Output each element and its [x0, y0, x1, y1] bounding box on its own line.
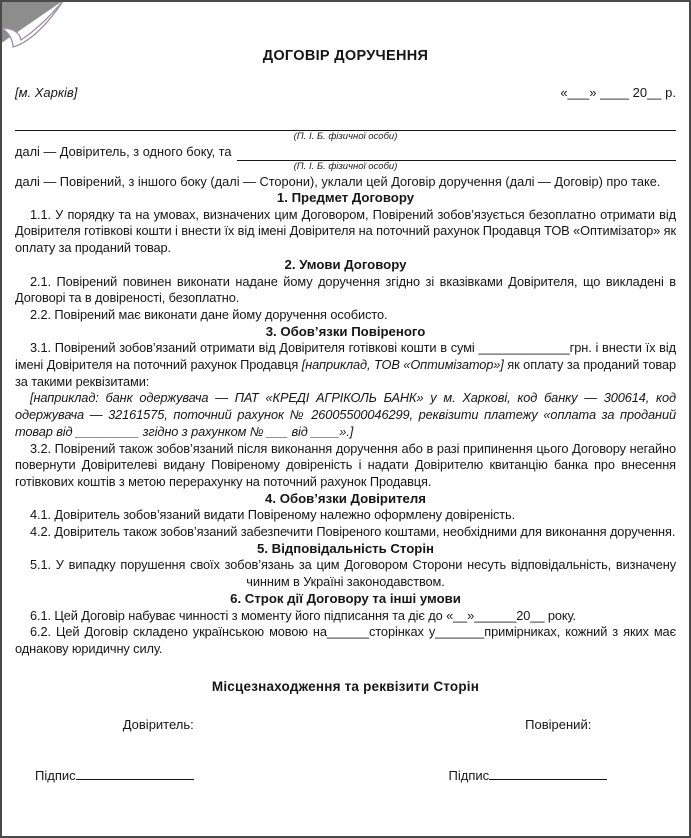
section-heading-5: 5. Відповідальність Сторін: [257, 540, 434, 556]
signature-line-right: [489, 767, 607, 780]
signature-label-left: Підпис: [35, 767, 76, 783]
section-heading-4: 4. Обов’язки Довірителя: [265, 490, 426, 506]
clause-3-1-example: [наприклад, ТОВ «Оптимізатор»]: [301, 357, 504, 373]
clause-1-1: 1.1. У порядку та на умовах, визначених цим Договором, Повірений зобов’язується безоплатно отримати від Довірителя готівкові кошти і внести їх від імені Довірителя на поточний рахунок Продавця ТОВ «Оптимізатор» як оплату за проданий товар.: [15, 206, 676, 256]
clause-4-1: 4.1. Довіритель зобов’язаний видати Повіреному належно оформлену довіреність.: [30, 507, 516, 523]
clause-6-1: 6.1. Цей Договір набуває чинності з моменту його підписання та діє до «__»______20__ року.: [30, 607, 576, 623]
clause-6-2: 6.2. Цей Договір складено українською мовою на______сторінках у_______примірниках, кожний з яких має однакову юридичну силу.: [15, 624, 676, 656]
povirenyi-name-blank: [237, 146, 676, 161]
party-closing-line: далі — Повірений, з іншого боку (далі — Сторони), уклали цей Договір доручення (далі — Договір) про таке.: [15, 173, 661, 189]
clause-4-2: 4.2. Довіритель також зобов’язаний забезпечити Повіреного коштами, необхідними для виконання доручення.: [30, 524, 676, 540]
place-label: [м. Харків]: [15, 85, 78, 100]
bank-details-example: [наприклад: банк одержувача — ПАТ «КРЕДІ АГРІКОЛЬ БАНК» у м. Харкові, код банку — 300614, код одержувача — 32161575, поточний рахунок № 26005500046299, реквізити платежу «оплата за проданий товар від _________ згідно з рахунком № ___ від ____».]: [15, 390, 676, 439]
party-line-2-text: далі — Довіритель, з одного боку, та: [15, 144, 232, 159]
requisites-heading: Місцезнаходження та реквізити Сторін: [211, 678, 480, 694]
signature-line-left: [76, 767, 194, 780]
clause-3-2: 3.2. Повірений також зобов’язаний після виконання доручення або в разі припинення цього Договору негайно повернути Довірителеві видану Повіреному довіреність і надати Довірителю квитанцію банка про внесення готівкових коштів з метою перерахунку на поточний рахунок Продавця.: [15, 440, 676, 489]
dovirytel-name-blank: [15, 100, 676, 131]
clause-2-1: 2.1. Повірений повинен виконати надане йому доручення згідно зі вказівками Довірителя, що викладені в Договорі та в довіреності, безоплатно.: [15, 273, 676, 306]
clause-3-1-tail: як оплату за проданий товар за такими реквізитами:: [15, 357, 677, 389]
document-title: ДОГОВІР ДОРУЧЕННЯ: [262, 48, 429, 64]
name-caption-1: (П. І. Б. фізичної особи): [293, 131, 398, 142]
povirenyi-name-line: [15, 144, 676, 161]
dovirytel-signature: [15, 767, 346, 783]
party-labels-row: [15, 717, 676, 732]
clause-2-2: 2.2. Повірений має виконати дане йому доручення особисто.: [30, 306, 388, 322]
section-heading-3: 3. Обов’язки Повіреного: [265, 323, 426, 339]
place-date-row: [15, 85, 676, 100]
povirenyi-label: Повірений:: [525, 716, 592, 732]
clause-3-1: [15, 340, 676, 390]
contract-body: [15, 190, 676, 658]
clause-3-1-text: 3.1. Повірений зобов’язаний отримати від Довірителя готівкові кошти в сумі _____________грн. і внести їх від імені Довірителя на поточний рахунок Продавця: [15, 340, 676, 373]
clause-5-1: 5.1. У випадку порушення своїх зобов’язань за цим Договором Сторони несуть відповідальність, визначену чинним в Україні законодавством.: [30, 557, 676, 590]
signature-label-right: Підпис: [448, 767, 490, 783]
section-heading-2: 2. Умови Договору: [284, 256, 407, 272]
date-blank: «___» ____ 20__ р.: [560, 85, 676, 100]
dovirytel-label: Довіритель:: [122, 716, 194, 732]
section-heading-6: 6. Строк дії Договору та інші умови: [230, 590, 461, 606]
name-caption-2: (П. І. Б. фізичної особи): [293, 160, 398, 172]
povirenyi-signature: [346, 767, 677, 783]
section-heading-1: 1. Предмет Договору: [276, 190, 415, 205]
signature-row: [15, 767, 676, 783]
